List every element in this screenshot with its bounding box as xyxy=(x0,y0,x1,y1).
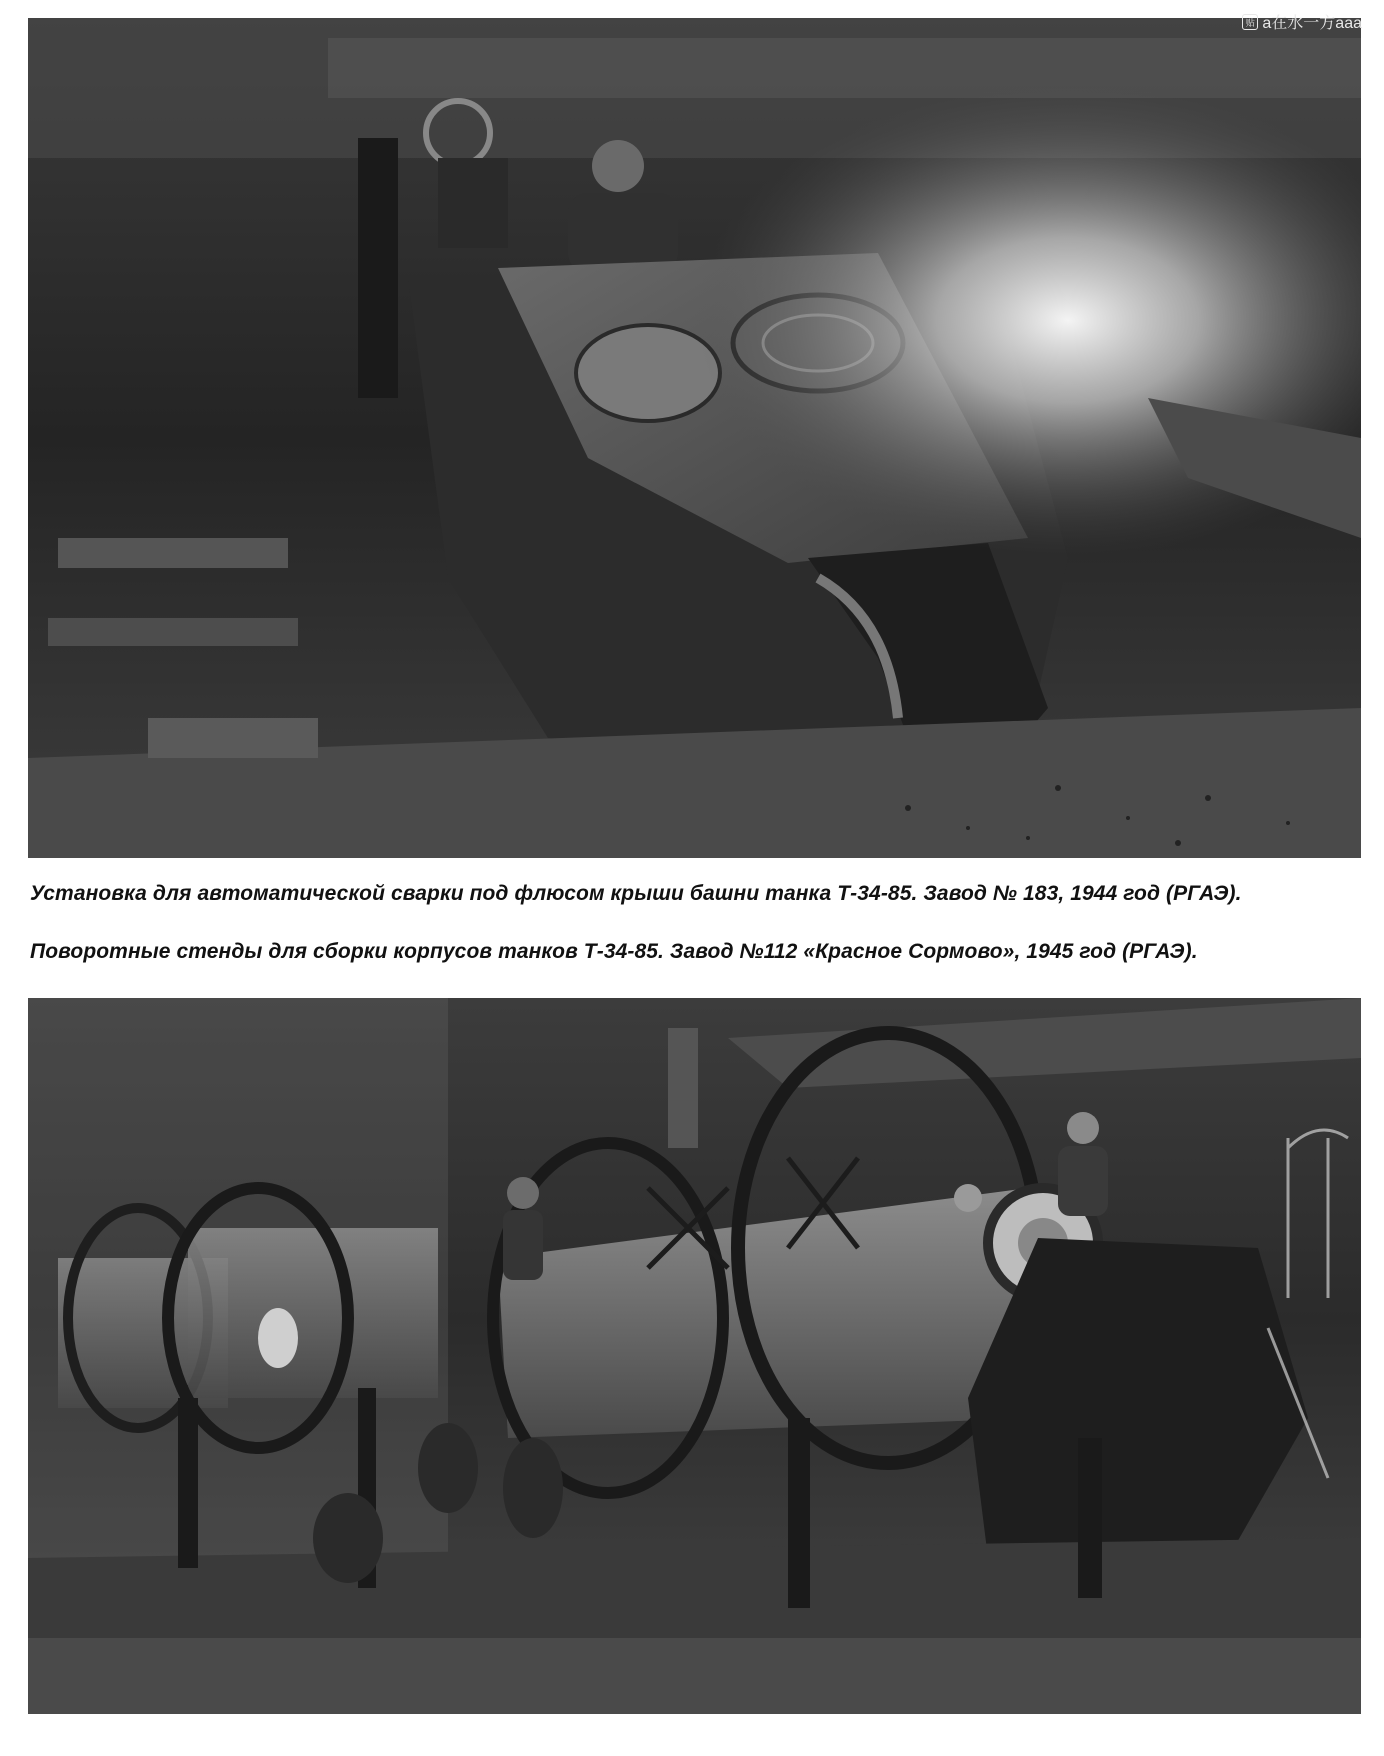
turret-welding-image xyxy=(28,18,1361,858)
watermark-text: a在水一方aaa xyxy=(1262,15,1362,32)
caption-turret-welding: Установка для автоматической сварки под флюсом крыши башни танка Т-34-85. Завод № 183, 1944 год (РГАЭ). xyxy=(30,882,1242,905)
photo-turret-welding xyxy=(28,18,1361,858)
watermark xyxy=(1242,10,1362,33)
photo-hull-assembly xyxy=(28,998,1361,1714)
caption-hull-stands: Поворотные стенды для сборки корпусов танков Т-34-85. Завод №112 «Красное Сормово», 1945 год (РГАЭ). xyxy=(30,940,1198,963)
tieba-icon: 贴 xyxy=(1242,14,1258,30)
hull-assembly-image xyxy=(28,998,1361,1714)
